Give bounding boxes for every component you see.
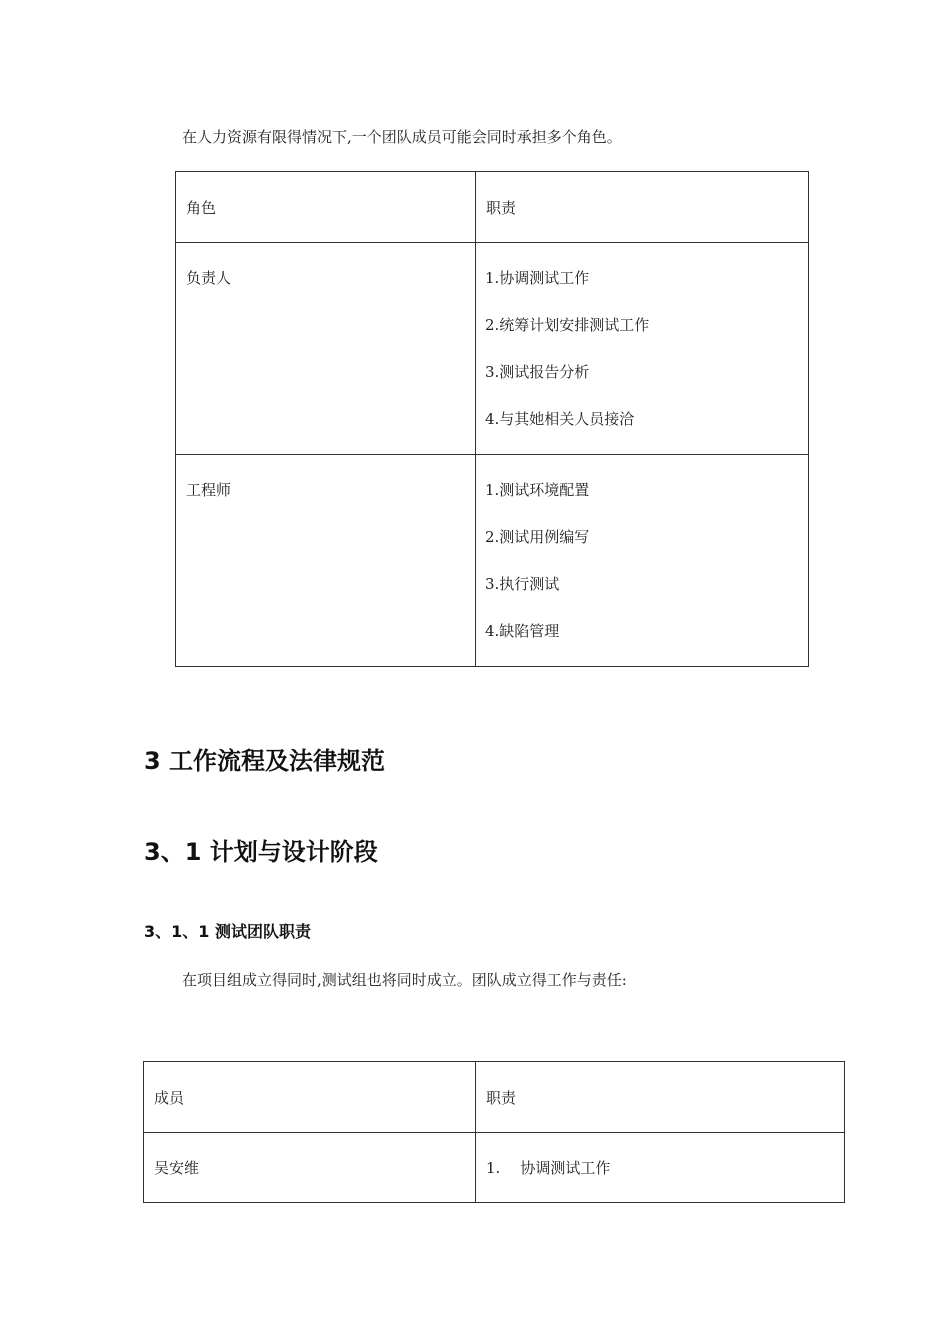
section-3-1-heading: 3、1 计划与设计阶段 (144, 838, 378, 866)
list-item: 4.缺陷管理 (485, 622, 560, 640)
table-row (176, 455, 809, 667)
role-cell (176, 455, 476, 667)
members-table (143, 1061, 845, 1203)
header-member-label: 成员 (154, 1089, 185, 1107)
table-row (176, 243, 809, 455)
table-header-cell-duty (476, 1062, 845, 1133)
member-name: 吴安维 (154, 1159, 200, 1177)
section-3-heading: 3 工作流程及法律规范 (144, 747, 386, 775)
list-item: 1.测试环境配置 (485, 481, 590, 499)
member-duty (476, 1133, 844, 1178)
header-duty-label: 职责 (486, 1089, 517, 1107)
list-item: 3.测试报告分析 (485, 363, 590, 381)
list-item: 2.统筹计划安排测试工作 (485, 316, 650, 334)
list-item: 2.测试用例编写 (485, 528, 590, 546)
duty-list (476, 243, 808, 437)
role-name: 负责人 (186, 269, 232, 287)
list-item: 3.执行测试 (485, 575, 560, 593)
table-header-cell-member (144, 1062, 476, 1133)
table-header-cell-duty (476, 172, 809, 243)
table-header-cell-role (176, 172, 476, 243)
duty-list (476, 455, 808, 649)
table-row (144, 1133, 845, 1203)
section-3-1-1-paragraph: 在项目组成立得同时,测试组也将同时成立。团队成立得工作与责任: (182, 971, 627, 989)
member-duty-cell (476, 1133, 845, 1203)
header-role-label: 角色 (186, 199, 217, 217)
table-header-row (176, 172, 809, 243)
roles-table (175, 171, 809, 667)
duties-cell (476, 243, 809, 455)
duty-text: 协调测试工作 (520, 1159, 611, 1177)
list-item: 4.与其她相关人员接洽 (485, 410, 635, 428)
member-cell (144, 1133, 476, 1203)
role-name: 工程师 (186, 481, 232, 499)
role-cell (176, 243, 476, 455)
duties-cell (476, 455, 809, 667)
duty-number: 1. (486, 1159, 501, 1177)
intro-paragraph: 在人力资源有限得情况下,一个团队成员可能会同时承担多个角色。 (182, 128, 622, 146)
header-duty-label: 职责 (486, 199, 517, 217)
list-item: 1.协调测试工作 (485, 269, 590, 287)
table-header-row (144, 1062, 845, 1133)
section-3-1-1-heading: 3、1、1 测试团队职责 (144, 922, 311, 941)
